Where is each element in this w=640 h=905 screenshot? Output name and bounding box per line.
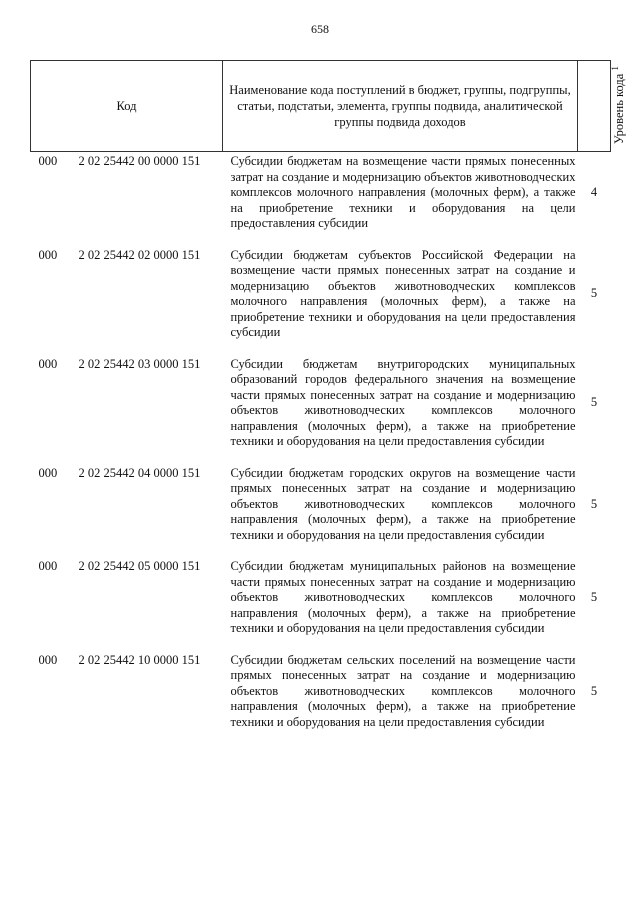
revenue-code: 2 02 25442 10 0000 151 — [78, 652, 201, 667]
table-row — [31, 651, 611, 745]
table-row — [31, 152, 611, 246]
code-cell — [31, 246, 223, 355]
table-row — [31, 355, 611, 464]
code-name: Субсидии бюджетам внутригородских муниципальных образований городов федерального значения на возмещение части прямых понесенных затрат на создание и модернизацию объектов животноводческих комплексов молочного направления (молочных ферм), а также на приобретение техники и оборудования на цели предоставления субсидии — [230, 356, 576, 448]
header-level-text: Уровень кода — [612, 74, 627, 145]
header-level-footnote: 1 — [609, 66, 620, 71]
code-cell — [31, 152, 223, 246]
admin-code: 000 — [38, 247, 58, 262]
revenue-code: 2 02 25442 02 0000 151 — [78, 247, 201, 262]
header-code: Код — [31, 61, 223, 152]
code-level: 5 — [590, 590, 598, 604]
table-row — [31, 246, 611, 355]
table-row — [31, 464, 611, 558]
revenue-code: 2 02 25442 03 0000 151 — [78, 356, 201, 371]
admin-code: 000 — [38, 356, 58, 371]
code-cell — [31, 464, 223, 558]
page-number: 658 — [311, 22, 329, 36]
code-name: Субсидии бюджетам субъектов Российской Федерации на возмещение части прямых понесенных затрат на создание и модернизацию объектов животноводческих комплексов молочного направления (молочных ферм), а также на приобретение техники и оборудования на цели предоставления субсидии — [230, 247, 576, 339]
code-level: 5 — [590, 496, 598, 511]
code-name: Субсидии бюджетам сельских поселений на возмещение части прямых понесенных затрат на создание и модернизацию объектов животноводческих комплексов молочного направления (молочных ферм), а также на приобретение техники и оборудования на цели предоставления субсидии — [230, 652, 576, 729]
header-name: Наименование кода поступлений в бюджет, группы, подгруппы, статьи, подстатьи, элемента, группы подвида, аналитической группы подвида доходов — [223, 61, 578, 152]
admin-code: 000 — [38, 559, 58, 573]
code-name: Субсидии бюджетам городских округов на возмещение части прямых понесенных затрат на создание и модернизацию объектов животноводческих комплексов молочного направления (молочных ферм), а также на приобретение техники и оборудования на цели предоставления субсидии — [230, 465, 576, 542]
revenue-code: 2 02 25442 05 0000 151 — [78, 559, 201, 573]
table-row — [31, 557, 611, 651]
header-level-rotated — [608, 66, 626, 144]
code-level: 5 — [590, 395, 598, 410]
code-level: 5 — [590, 683, 598, 698]
header-level — [578, 61, 627, 152]
code-name: Субсидии бюджетам на возмещение части прямых понесенных затрат на создание и модернизацию объектов животноводческих комплексов молочного направления (молочных ферм), а также на приобретение техники и оборудования на цели предоставления субсидии — [230, 154, 576, 230]
admin-code: 000 — [38, 652, 58, 667]
admin-code: 000 — [38, 154, 58, 168]
table-header-row — [31, 61, 611, 152]
code-cell — [31, 557, 223, 651]
code-cell — [31, 355, 223, 464]
admin-code: 000 — [38, 465, 58, 480]
code-name: Субсидии бюджетам муниципальных районов на возмещение части прямых понесенных затрат на создание и модернизацию объектов животноводческих комплексов молочного направления (молочных ферм), а также на приобретение техники и оборудования на цели предоставления субсидии — [230, 559, 576, 635]
revenue-codes-table — [30, 60, 627, 744]
code-level: 5 — [590, 286, 598, 301]
revenue-code: 2 02 25442 00 0000 151 — [78, 154, 201, 168]
code-cell — [31, 651, 223, 745]
revenue-code: 2 02 25442 04 0000 151 — [78, 465, 201, 480]
code-level: 4 — [590, 185, 598, 199]
